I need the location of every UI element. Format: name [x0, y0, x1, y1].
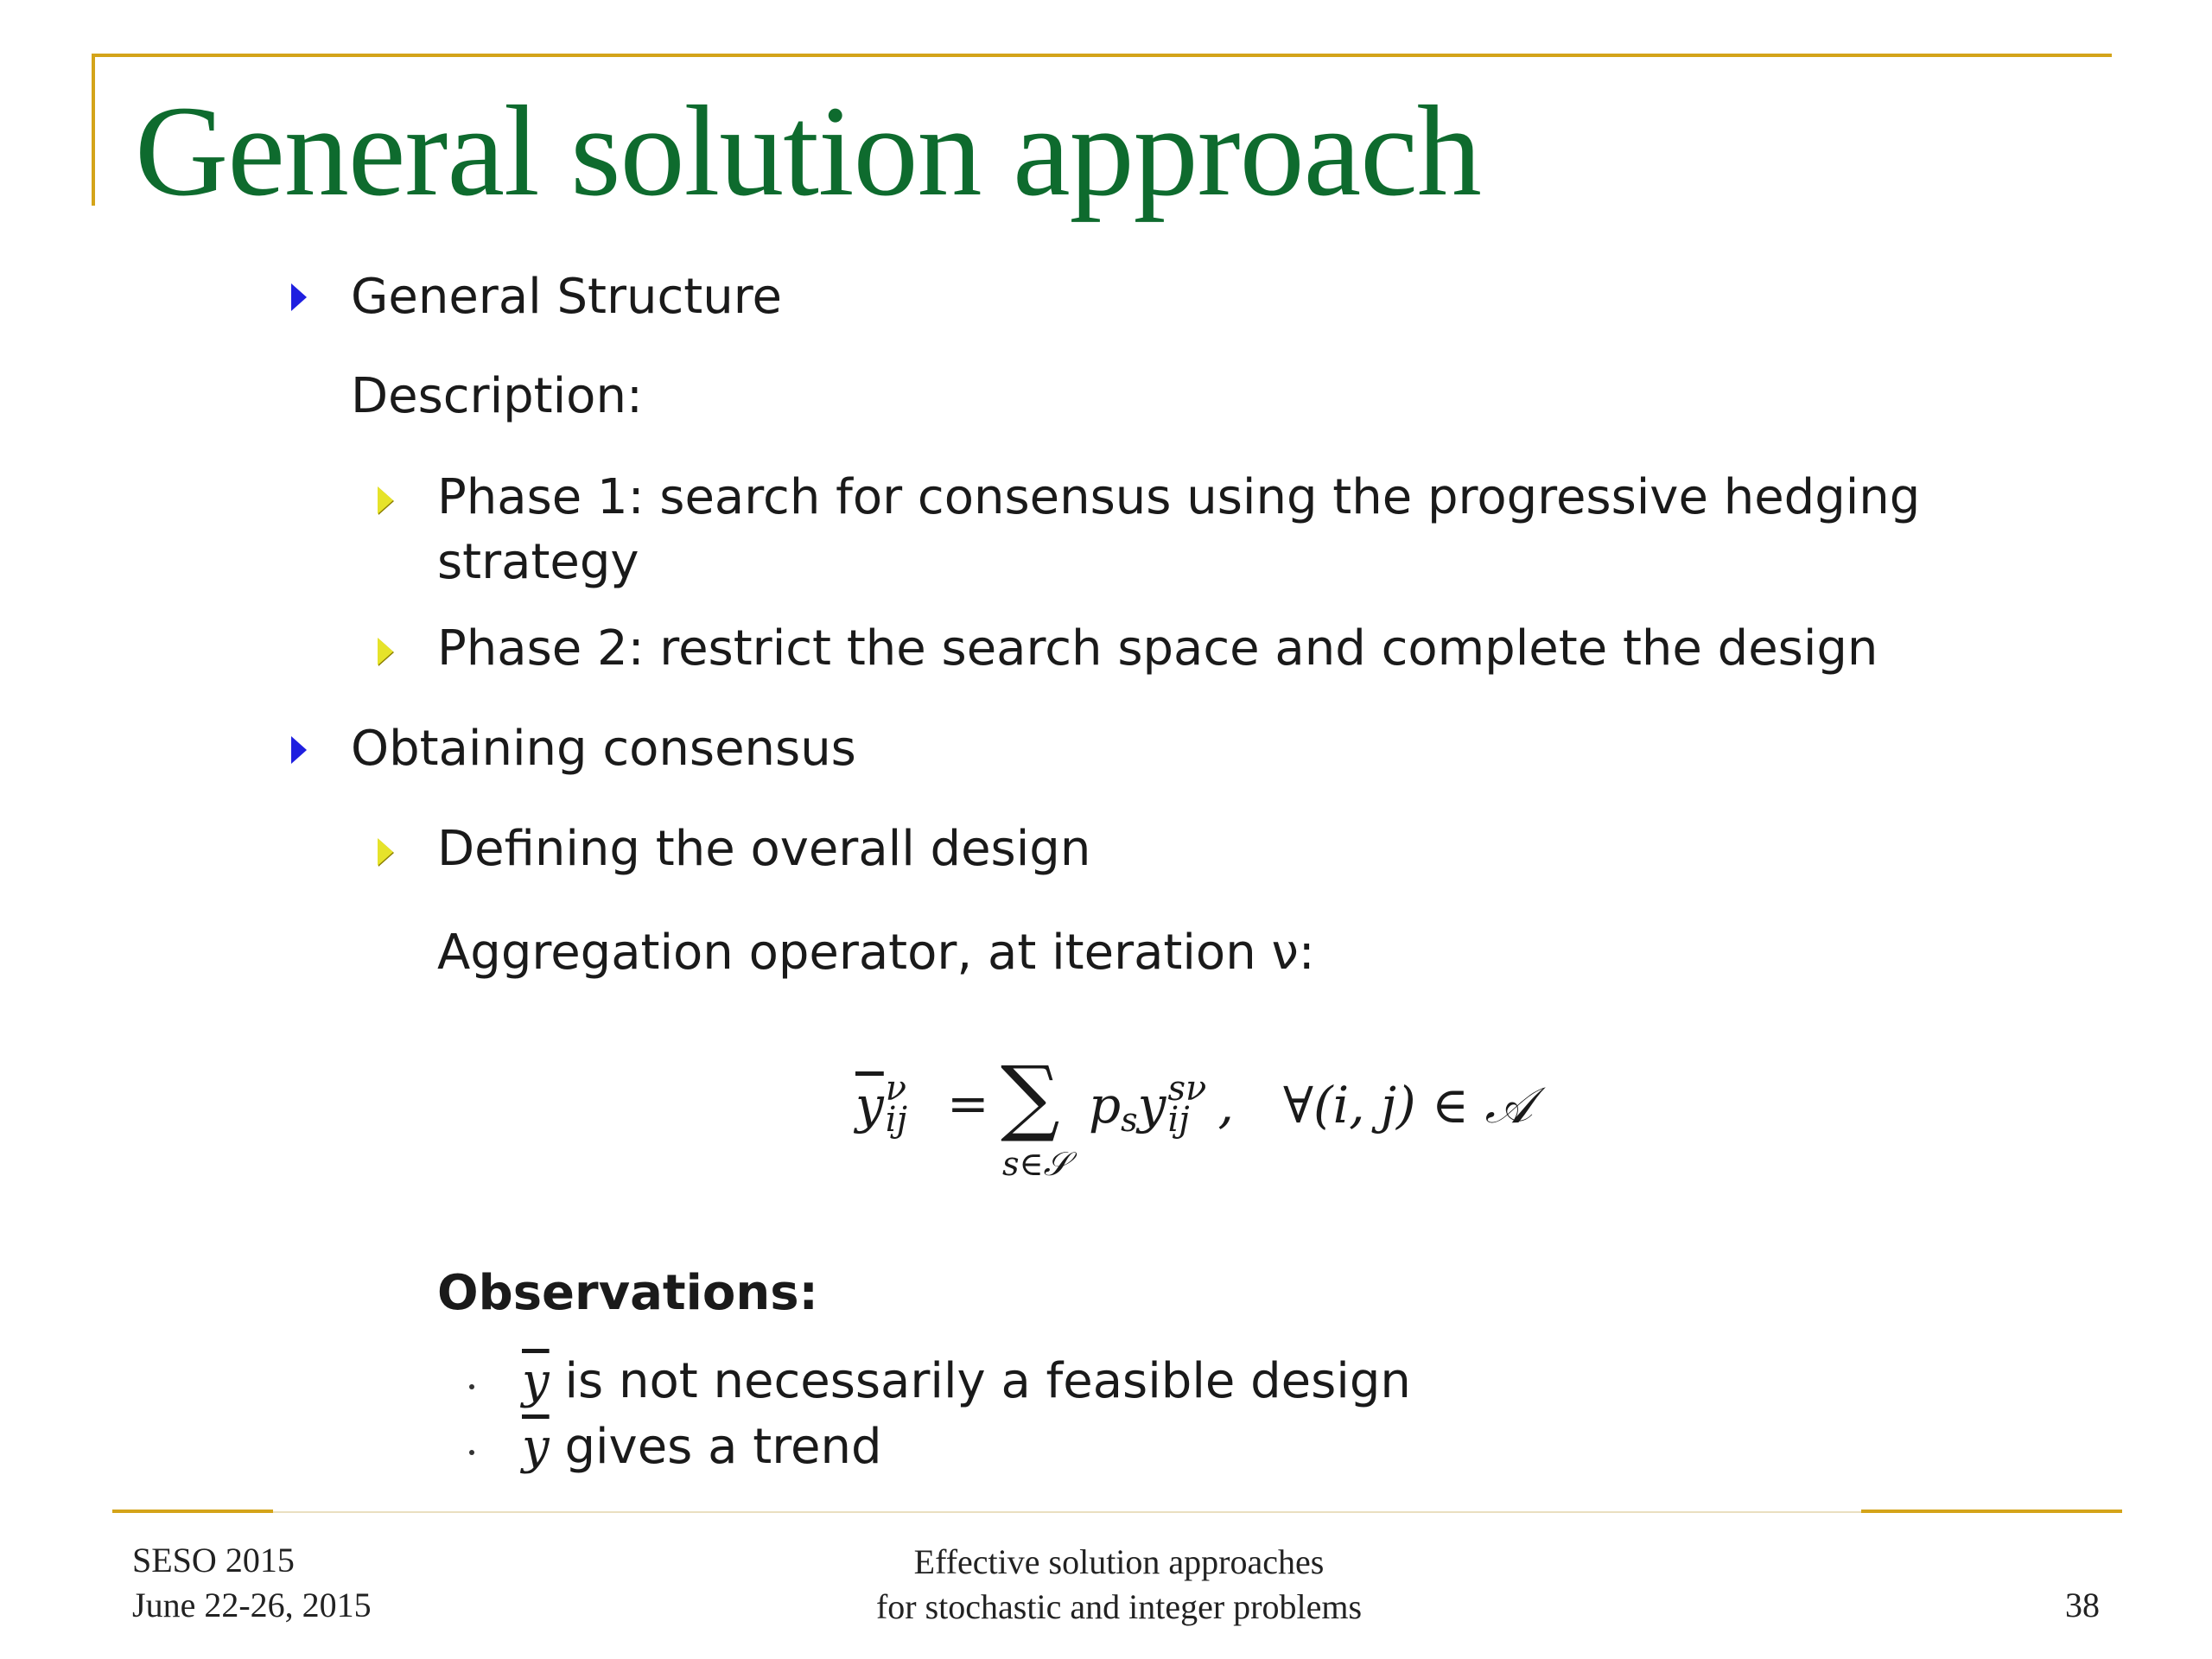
eq-forall: ∀(i, j) ∈ 𝒜: [1283, 1076, 1533, 1135]
footer-rule-right: [1861, 1510, 2122, 1513]
bullet-arrow-icon: [291, 736, 307, 764]
eq-y-sup: sν: [1167, 1069, 1207, 1109]
eq-sum-sub: s∈𝒮: [1002, 1145, 1070, 1183]
observation-2: [522, 1414, 882, 1481]
footer-rule-left: [112, 1510, 273, 1513]
aggregation-text: Aggregation operator, at iteration ν:: [437, 925, 1315, 981]
bullet-arrow-icon: [291, 283, 307, 311]
eq-p-sub: s: [1121, 1101, 1138, 1139]
eq-p: p: [1089, 1076, 1122, 1135]
ybar-symbol: $\overline{y}$: [522, 1353, 550, 1409]
top-rule-left: [92, 54, 95, 206]
footer-center: [778, 1540, 1460, 1630]
eq-y: y: [1137, 1076, 1166, 1135]
dot-bullet-icon: [469, 1450, 474, 1455]
bullet-phase1-line2: strategy: [437, 534, 639, 590]
bullet-phase1-line1: Phase 1: search for consensus using the progressive hedging: [437, 469, 1921, 525]
sub-bullet-arrow-icon: [378, 838, 393, 866]
eq-lhs-sup: ν: [885, 1069, 907, 1109]
eq-comma: ,: [1217, 1076, 1234, 1135]
aggregation-equation: [855, 1048, 1547, 1197]
bullet-general-structure: General Structure: [351, 269, 782, 325]
footer-talk-title-1: Effective solution approaches: [913, 1542, 1325, 1581]
eq-sum: ∑: [1001, 1048, 1060, 1145]
eq-equals: =: [947, 1074, 989, 1133]
bullet-obtaining-consensus: Obtaining consensus: [351, 721, 856, 777]
dot-bullet-icon: [469, 1384, 474, 1389]
description-label: Description:: [351, 368, 643, 424]
footer-talk-title-2: for stochastic and integer problems: [875, 1587, 1363, 1626]
observation-1-text: is not necessarily a feasible design: [564, 1353, 1411, 1409]
footer-left: [132, 1538, 372, 1628]
eq-lhs-sub: ij: [885, 1100, 907, 1140]
sub-bullet-arrow-icon: [378, 486, 393, 514]
top-rule: [92, 54, 2112, 57]
footer-date: June 22-26, 2015: [132, 1586, 372, 1624]
slide-title: General solution approach: [135, 79, 1481, 223]
eq-lhs: $\overline{y}$: [855, 1076, 884, 1135]
footer-rule-middle: [273, 1511, 1861, 1513]
footer-conference: SESO 2015: [132, 1541, 295, 1580]
observations-heading: Observations:: [437, 1265, 818, 1321]
bullet-phase2: Phase 2: restrict the search space and complete the design: [437, 620, 1878, 677]
bullet-defining-design: Defining the overall design: [437, 821, 1091, 877]
observation-1: [522, 1348, 1411, 1415]
ybar-symbol: $\overline{y}$: [522, 1419, 550, 1475]
page-number: 38: [2065, 1586, 2100, 1624]
sub-bullet-arrow-icon: [378, 638, 393, 665]
eq-y-sub: ij: [1167, 1100, 1190, 1140]
observation-2-text: gives a trend: [564, 1419, 882, 1475]
